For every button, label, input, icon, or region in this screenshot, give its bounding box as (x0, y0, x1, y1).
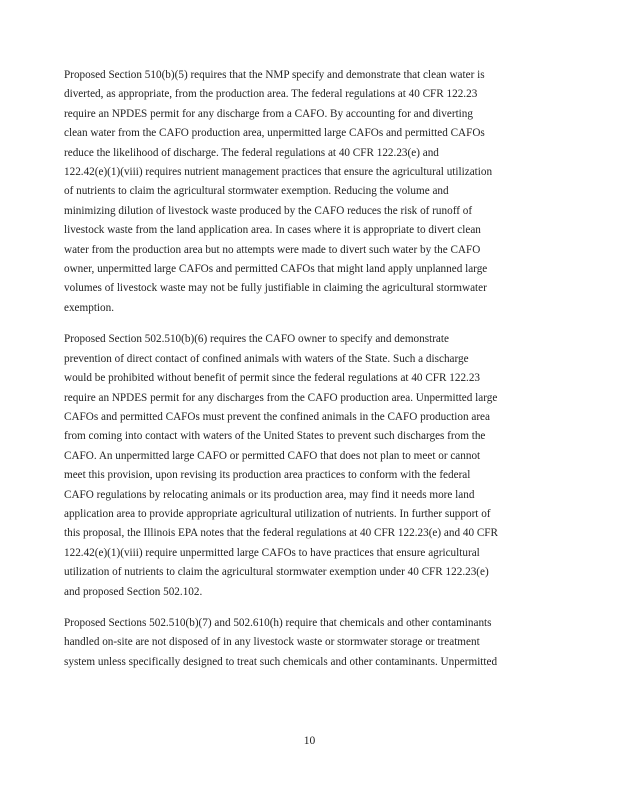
text-line: CAFOs and permitted CAFOs must prevent the confined animals in the CAFO production area (64, 410, 490, 423)
text-line: owner, unpermitted large CAFOs and permitted CAFOs that might land apply unplanned large (64, 263, 488, 276)
text-line: prevention of direct contact of confined animals with waters of the State. Such a discharge (64, 352, 469, 365)
text-line: system unless specifically designed to treat such chemicals and other contaminants. Unpermitted (64, 655, 498, 668)
text-line: CAFO regulations by relocating animals or its production area, may find it needs more land (64, 488, 475, 501)
text-line: of nutrients to claim the agricultural stormwater exemption. Reducing the volume and (64, 185, 449, 198)
paragraph-3 (64, 614, 544, 672)
text-line: would be prohibited without benefit of permit since the federal regulations at 40 CFR 122.23 (64, 372, 481, 385)
text-line: Proposed Section 510(b)(5) requires that the NMP specify and demonstrate that clean water is (64, 69, 485, 81)
text-line: handled on-site are not disposed of in any livestock waste or stormwater storage or treatment (64, 636, 480, 649)
document-body (64, 66, 544, 684)
text-line: and proposed Section 502.102. (64, 585, 203, 598)
text-line: minimizing dilution of livestock waste produced by the CAFO reduces the risk of runoff of (64, 204, 473, 217)
text-line: require an NPDES permit for any discharges from the CAFO production area. Unpermitted large (64, 391, 498, 404)
text-line: diverted, as appropriate, from the production area. The federal regulations at 40 CFR 122.23 (64, 88, 478, 101)
text-line: require an NPDES permit for any discharge from a CAFO. By accounting for and diverting (64, 107, 473, 120)
text-line: this proposal, the Illinois EPA notes that the federal regulations at 40 CFR 122.23(e) and 40 CFR (64, 527, 498, 540)
text-line: volumes of livestock waste may not be fully justifiable in claiming the agricultural stormwater (64, 282, 487, 295)
paragraph-2 (64, 330, 544, 602)
text-line: water from the production area but no attempts were made to divert such water by the CAFO (64, 243, 481, 256)
text-line: Proposed Sections 502.510(b)(7) and 502.610(h) require that chemicals and other contaminants (64, 616, 492, 629)
text-line: exemption. (64, 301, 115, 314)
text-line: 122.42(e)(1)(viii) requires nutrient management practices that ensure the agricultural utilization (64, 166, 493, 179)
text-line: reduce the likelihood of discharge. The federal regulations at 40 CFR 122.23(e) and (64, 146, 439, 159)
text-line: CAFO. An unpermitted large CAFO or permitted CAFO that does not plan to meet or cannot (64, 449, 481, 462)
paragraph-1 (64, 66, 544, 318)
text-line: 122.42(e)(1)(viii) require unpermitted large CAFOs to have practices that ensure agricultural (64, 546, 480, 559)
text-line: Proposed Section 502.510(b)(6) requires the CAFO owner to specify and demonstrate (64, 333, 449, 346)
text-line: livestock waste from the land application area. In cases where it is appropriate to divert clean (64, 224, 481, 237)
text-line: meet this provision, upon revising its production area practices to conform with the federal (64, 469, 471, 482)
text-line: utilization of nutrients to claim the agricultural stormwater exemption under 40 CFR 122.23(e) (64, 566, 489, 579)
text-line: clean water from the CAFO production area, unpermitted large CAFOs and permitted CAFOs (64, 127, 485, 140)
text-line: from coming into contact with waters of the United States to prevent such discharges from the (64, 430, 486, 443)
page-number: 10 (303, 735, 316, 747)
text-line: application area to provide appropriate agricultural utilization of nutrients. In further support of (64, 507, 491, 520)
